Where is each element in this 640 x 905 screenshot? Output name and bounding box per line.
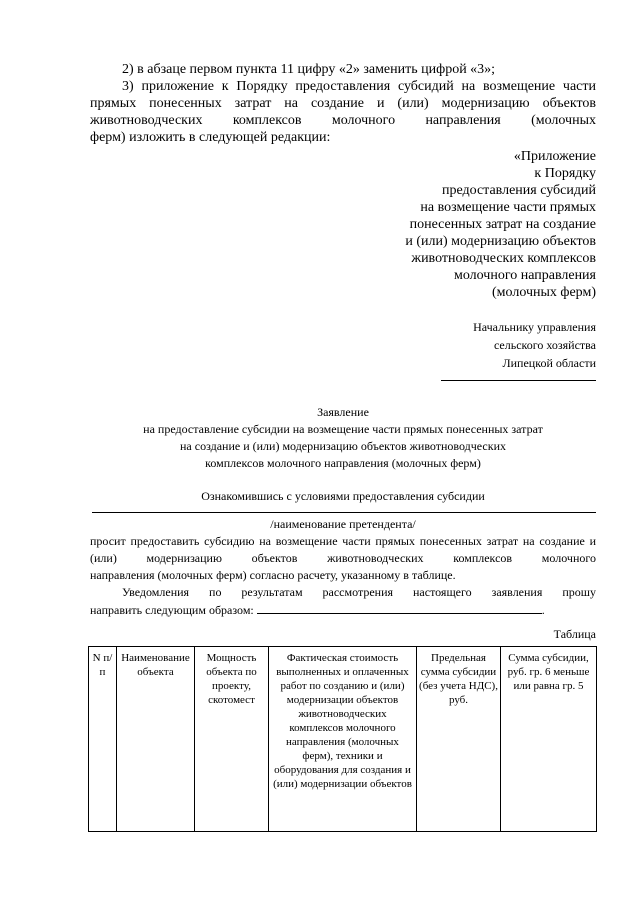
notify-end: .	[541, 603, 545, 617]
appendix-line: животноводческих комплексов	[411, 251, 596, 266]
paragraph-1: 2) в абзаце первом пункта 11 цифру «2» заменить цифрой «3»;	[122, 62, 496, 77]
addressee-line: Липецкой области	[502, 356, 596, 370]
applicant-name-line	[92, 512, 596, 513]
statement-subtitle-line: комплексов молочного направления (молочных ферм)	[205, 456, 481, 470]
paragraph-2: 3) приложение к Порядку предоставления субсидий на возмещение части прямых понесенных затрат на создание и (или) модернизацию объектов животноводческих комплексов молочного направления (молочных	[90, 79, 596, 128]
header-cell-capacity: Мощность объекта по проекту, скотомест	[195, 647, 269, 832]
paragraph-2-last-line: ферм) изложить в следующей редакции:	[90, 130, 331, 145]
statement-intro: Ознакомившись с условиями предоставления субсидии	[201, 489, 485, 503]
header-cell-actual-cost: Фактическая стоимость выполненных и оплаченных работ по созданию и (или) модернизации объектов животноводческих комплексов молочного направления (молочных ферм), техники и оборудования для создания и (или) модернизации объектов	[269, 647, 417, 832]
appendix-line: на возмещение части прямых	[420, 200, 596, 215]
statement-subtitle-line: на предоставление субсидии на возмещение части прямых понесенных затрат	[143, 422, 543, 436]
signature-line	[441, 380, 596, 381]
header-cell-number: N п/п	[89, 647, 117, 832]
appendix-line: к Порядку	[534, 166, 596, 181]
notify-label: направить следующим образом:	[90, 603, 254, 617]
addressee-line: Начальнику управления	[473, 320, 596, 334]
appendix-line: понесенных затрат на создание	[409, 217, 596, 232]
appendix-line: «Приложение	[513, 149, 596, 164]
table-header-row	[89, 647, 597, 832]
subsidy-table	[88, 646, 597, 832]
addressee-line: сельского хозяйства	[493, 338, 596, 352]
header-cell-max-subsidy: Предельная сумма субсидии (без учета НДС), руб.	[417, 647, 501, 832]
header-cell-object-name: Наименование объекта	[117, 647, 195, 832]
request-paragraph: просит предоставить субсидию на возмещение части прямых понесенных затрат на создание и (или) модернизацию объектов животноводческих комплексов молочного	[90, 534, 596, 565]
request-paragraph-last-line: направления (молочных ферм) согласно расчету, указанному в таблице.	[90, 568, 456, 582]
header-cell-subsidy-amount: Сумма субсидии, руб. гр. 6 меньше или равна гр. 5	[501, 647, 597, 832]
appendix-line: предоставления субсидий	[441, 183, 596, 198]
statement-title: Заявление	[317, 405, 369, 419]
appendix-line: молочного направления	[453, 268, 596, 283]
applicant-caption: /наименование претендента/	[270, 517, 416, 531]
notify-paragraph-last-line	[90, 601, 596, 619]
statement-subtitle-line: на создание и (или) модернизацию объектов животноводческих	[180, 439, 506, 453]
notify-method-line	[257, 601, 542, 614]
table-label: Таблица	[553, 627, 596, 641]
notify-paragraph: Уведомления по результатам рассмотрения настоящего заявления прошу	[122, 585, 596, 599]
appendix-line: и (или) модернизацию объектов	[405, 234, 596, 249]
appendix-line: (молочных ферм)	[492, 285, 596, 300]
